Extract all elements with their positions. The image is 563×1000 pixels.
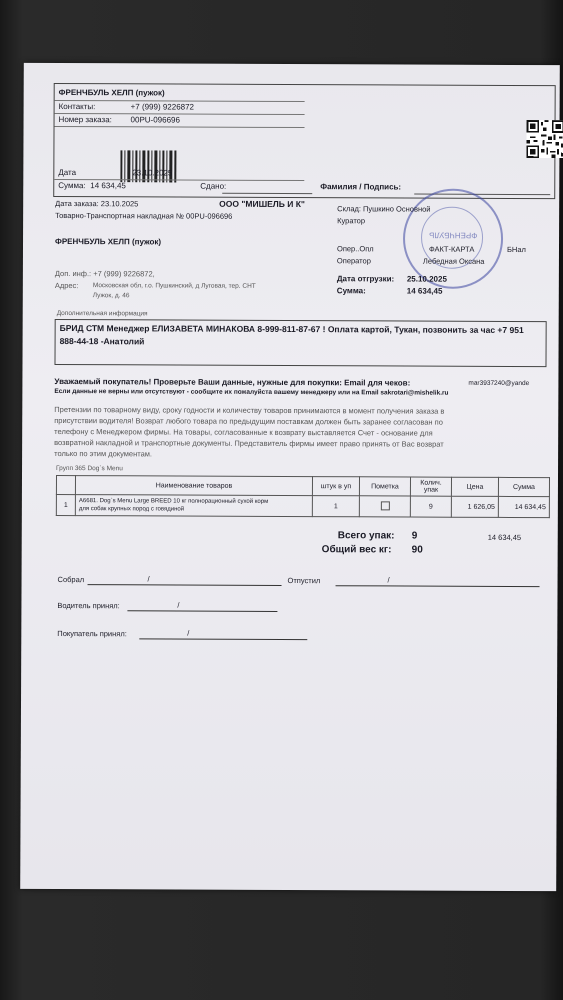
waybill-number: Товарно-Транспортная накладная № 00PU-096696 [55, 210, 233, 221]
buyer-line [139, 638, 307, 640]
price: 1 626,05 [451, 496, 498, 517]
released-line [336, 585, 540, 587]
date-label: Дата [58, 167, 77, 178]
total-sum: 14 634,45 [487, 532, 522, 543]
col-header: Сумма [498, 477, 549, 496]
total-weight-value: 90 [411, 544, 423, 556]
stamp-text: ФРЕНЧБУЛЬ [429, 230, 478, 240]
notice-p2: присутствии водителя! Возврат любого товара по предыдущим поставкам должен быть заранее согласован по [54, 415, 443, 427]
collected-line [88, 584, 282, 586]
notice-p3: телефону с Менеджером фирмы. На товары, согласованные к возврату выставляется Счет - основание для [54, 426, 433, 438]
item-name [75, 495, 312, 517]
row-number: 1 [56, 494, 75, 515]
per-pack: 1 [312, 496, 359, 517]
notice-subline: Если данные не верны или отсутствуют - сообщите их пожалуйста вашему менеджеру или на Email sakrotari@mishelik.ru [54, 387, 449, 397]
items-table [56, 475, 550, 518]
address-line2: Лужок, д. 46 [92, 292, 130, 300]
col-header: Колич. упак [410, 477, 451, 496]
header-box [53, 83, 555, 199]
mark-cell [359, 496, 410, 517]
released-slash: / [387, 575, 390, 585]
released-label: Отпустил [287, 575, 321, 586]
extra-info-caption: Дополнительная информация [56, 309, 148, 318]
extra-info: Доп. инф.: +7 (999) 9226872, [54, 268, 155, 279]
sum: 14 634,45 [498, 496, 549, 517]
table-header-row [56, 475, 549, 496]
buyer-slash: / [187, 628, 190, 638]
note-box [54, 319, 546, 367]
qty: 9 [410, 496, 451, 517]
notice-p4: возвратной накладной и транспортные документы. Представитель фирмы имеет право принять от Вас возврат [54, 437, 444, 449]
order-label: Номер заказа: [58, 114, 112, 125]
doc-customer: ФРЕНЧБУЛЬ ХЕЛП (пужок) [55, 236, 162, 247]
notice-headline: Уважаемый покупатель! Проверьте Ваши данные, нужные для покупки: Email для чеков: [54, 376, 411, 388]
contacts-value: +7 (999) 9226872 [130, 102, 195, 112]
company-name: ООО "МИШЕЛЬ И К" [219, 198, 305, 210]
order-date: Дата заказа: 23.10.2025 [55, 198, 139, 209]
doc-sum-label: Сумма: [336, 286, 366, 296]
qr-code-image [526, 120, 563, 158]
notice-p1: Претензии по товарному виду, сроку годности и количеству товаров принимаются в момент получения заказа в [54, 404, 445, 416]
waybill-document [20, 63, 560, 891]
sum-value: 14 634,45 [90, 181, 126, 191]
total-packs-value: 9 [411, 530, 418, 542]
col-header: Пометка [359, 477, 410, 496]
col-header: штук в уп [312, 477, 359, 496]
col-header: Цена [451, 477, 498, 496]
doc-sum-value: 14 634,45 [406, 286, 443, 296]
buyer-label: Покупатель принял: [57, 628, 127, 639]
handed-label: Сдано: [200, 181, 227, 191]
total-weight-label: Общий вес кг: [321, 544, 392, 556]
ship-date-value: 25.10.2025 [406, 274, 447, 284]
col-header: Наименование товаров [75, 476, 312, 496]
collected-label: Собрал [57, 574, 85, 585]
item-name-line2: для собак крупных пород с говядиной [78, 506, 185, 513]
item-name-line1: А6681. Dog`s Menu Large BREED 10 кг полнорационный сухой корм [78, 498, 269, 505]
name-sign-label: Фамилия / Подпись: [320, 182, 402, 192]
sum-label: Сумма: [58, 180, 86, 191]
payment-label: Опер..Опл [336, 244, 374, 254]
payment-value: ФАКТ-КАРТА [428, 244, 475, 254]
col-header [56, 475, 75, 494]
table-row [56, 494, 549, 517]
order-value: 00PU-096696 [130, 115, 180, 125]
driver-slash: / [177, 600, 180, 610]
driver-line [127, 610, 277, 612]
driver-label: Водитель принял: [57, 600, 120, 611]
ship-date-label: Дата отгрузки: [336, 274, 395, 284]
table-group: Групп 365 Dog`s Menu [56, 464, 123, 473]
barcode-image [120, 150, 178, 182]
header-customer: ФРЕНЧБУЛЬ ХЕЛП (пужок) [58, 87, 165, 98]
operator-label: Оператор [336, 256, 371, 266]
address-line1: Московская обл, г.о. Пушкинский, д Луговая, тер. СНТ [92, 282, 256, 290]
operator-value: Лебедная Оксана [422, 256, 485, 266]
date-value: 23.10.2025 [132, 168, 173, 178]
notice-p5: только по этим документам. [54, 448, 153, 459]
payment-extra: БНал [506, 244, 526, 255]
address-label: Адрес: [54, 280, 79, 291]
mark-checkbox [380, 501, 389, 510]
notice-email: mar3937240@yande [468, 379, 530, 388]
total-packs-label: Всего упак: [337, 530, 395, 542]
collected-slash: / [147, 574, 150, 584]
note-text: БРИД СТМ Менеджер ЕЛИЗАВЕТА МИНАКОВА 8-999-811-87-67 ! Оплата картой, Тукан, позвонить за час +7 951 888-44-18 -Анатолий [59, 322, 524, 347]
curator: Куратор [337, 216, 366, 226]
contacts-label: Контакты: [58, 101, 96, 112]
warehouse: Склад: Пушкино Основной [337, 204, 431, 214]
